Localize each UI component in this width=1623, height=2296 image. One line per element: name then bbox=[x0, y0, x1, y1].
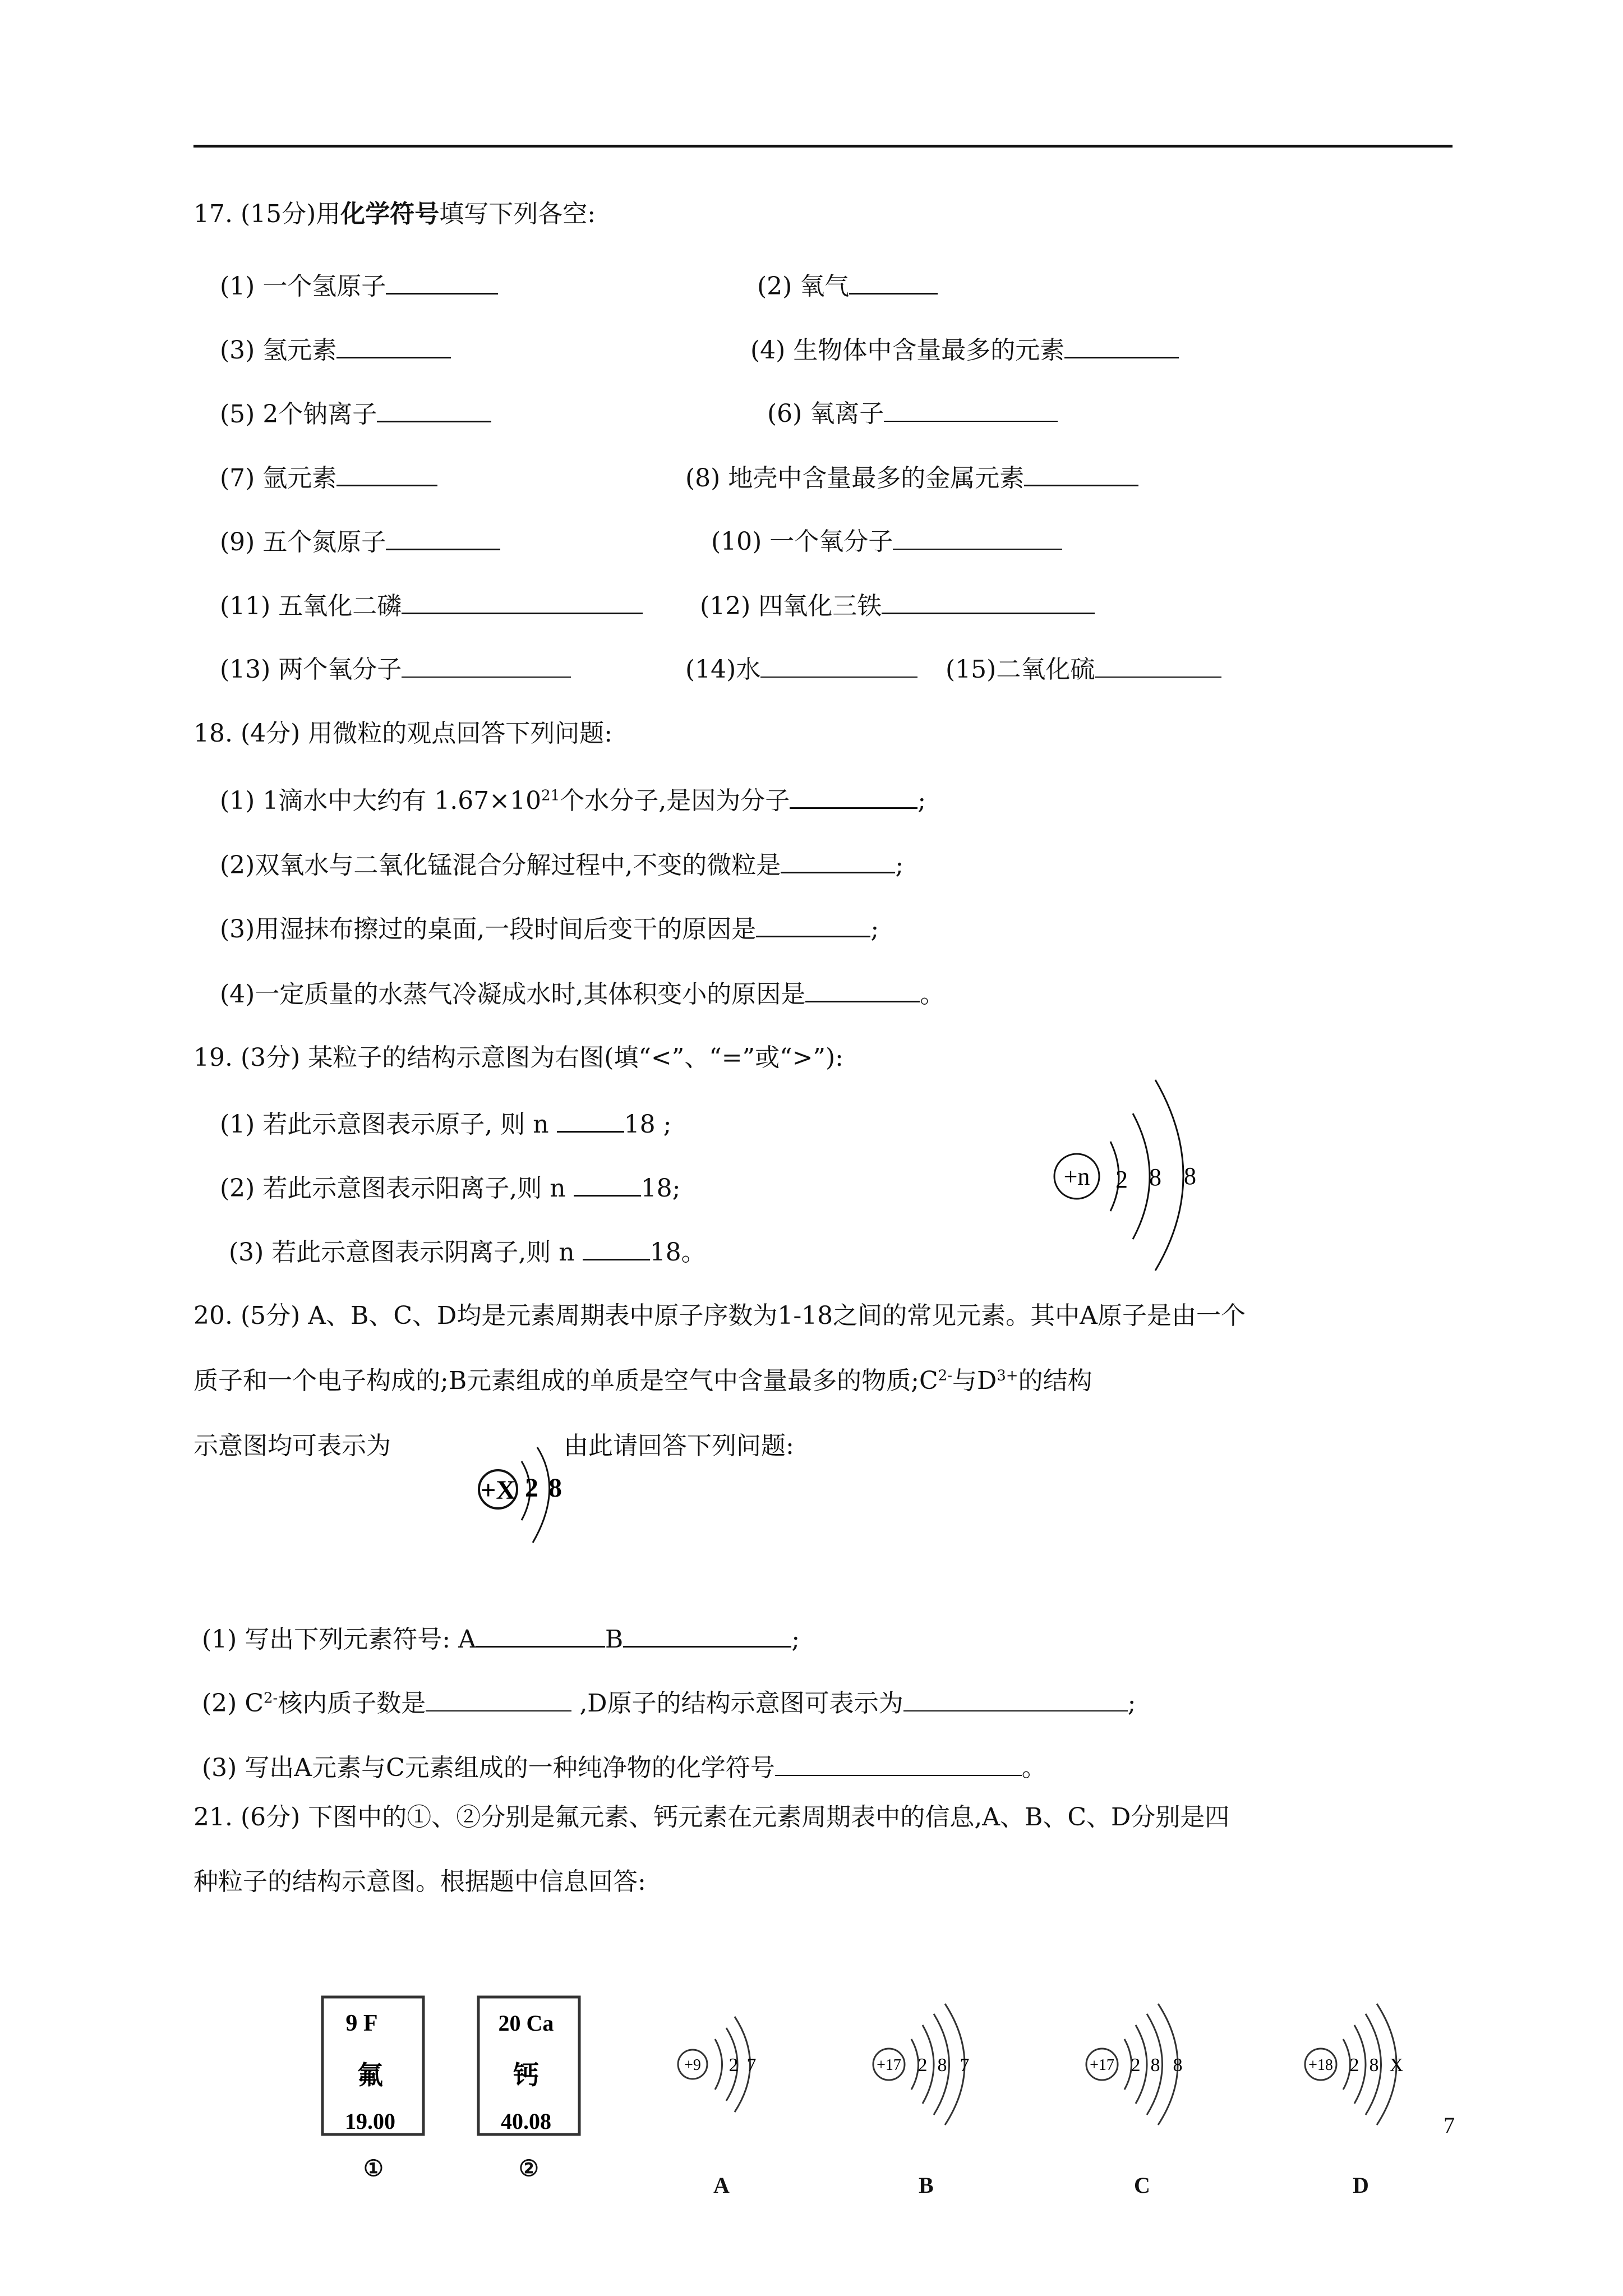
page-number: 7 bbox=[1444, 2113, 1455, 2138]
shell-electrons: 7 bbox=[960, 2055, 970, 2076]
q17-item-7: (7) 氩元素 bbox=[220, 460, 437, 495]
shell-electrons: 8 bbox=[937, 2055, 947, 2076]
shell-electrons: 8 bbox=[1149, 1163, 1161, 1191]
particle-c-label: C bbox=[1134, 2173, 1150, 2198]
q21-line-2: 种粒子的结构示意图。根据题中信息回答: bbox=[193, 1867, 646, 1896]
particle-a-label: A bbox=[713, 2173, 730, 2198]
q19-line-2: (2) 若此示意图表示阳离子,则 n 18; bbox=[220, 1170, 680, 1205]
nucleus-label: +9 bbox=[684, 2056, 701, 2074]
card-mass: 40.08 bbox=[501, 2109, 551, 2134]
particle-b-diagram bbox=[864, 1997, 1015, 2137]
q17-item-9: (9) 五个氮原子 bbox=[220, 524, 500, 559]
q17-item-3: (3) 氢元素 bbox=[220, 332, 451, 367]
shell-electrons: 2 bbox=[525, 1473, 538, 1503]
shell-electrons: 2 bbox=[1115, 1166, 1128, 1193]
q18-line-1: (1) 1滴水中大约有 $1.67\times 10^{21}$个水分子,是因为分子 ; bbox=[220, 783, 926, 818]
shell-electrons: 8 bbox=[1173, 2055, 1183, 2076]
q17-item-14: (14)水 bbox=[685, 652, 917, 687]
q17-item-8: (8) 地壳中含量最多的金属元素 bbox=[685, 460, 1138, 495]
q19-line-3: (3) 若此示意图表示阴离子,则 n 18。 bbox=[229, 1234, 706, 1269]
shell-electrons: X bbox=[1389, 2055, 1404, 2076]
nucleus-label: +17 bbox=[1090, 2056, 1114, 2074]
q17-item-13: (13) 两个氧分子 bbox=[220, 652, 571, 687]
q20-line-3a: 示意图均可表示为 bbox=[193, 1432, 391, 1460]
shell-electrons: 8 bbox=[1184, 1162, 1196, 1190]
q18-line-4: (4)一定质量的水蒸气冷凝成水时,其体积变小的原因是 。 bbox=[220, 976, 944, 1011]
shell-electrons: 2 bbox=[917, 2055, 928, 2076]
nucleus-label: +18 bbox=[1308, 2056, 1333, 2074]
element-card-fluorine bbox=[320, 1994, 432, 2151]
element-card-calcium bbox=[476, 1994, 588, 2151]
header-rule bbox=[193, 145, 1453, 148]
card-label-1: ① bbox=[363, 2156, 384, 2181]
q18-heading: 18. (4分) 用微粒的观点回答下列问题: bbox=[193, 719, 613, 748]
shell-electrons: 2 bbox=[1349, 2055, 1359, 2076]
q19-line-1: (1) 若此示意图表示原子, 则 n 18 ; bbox=[220, 1106, 671, 1142]
q17-item-2: (2) 氧气 bbox=[757, 268, 938, 303]
card-mass: 19.00 bbox=[345, 2109, 395, 2134]
q18-line-3: (3)用湿抹布擦过的桌面,一段时间后变干的原因是 ; bbox=[220, 911, 879, 946]
shell-electrons: 8 bbox=[1150, 2055, 1160, 2076]
q20-line-1: 20. (5分) A、B、C、D均是元素周期表中原子序数为1-18之间的常见元素。其中A原子是由一个 bbox=[193, 1301, 1246, 1330]
particle-d-diagram bbox=[1295, 1997, 1453, 2137]
q17-item-15: (15)二氧化硫 bbox=[946, 652, 1221, 687]
card-name: 氟 bbox=[357, 2061, 383, 2090]
shell-electrons: 7 bbox=[746, 2055, 757, 2076]
particle-b-label: B bbox=[919, 2173, 934, 2198]
q18-line-2: (2)双氧水与二氧化锰混合分解过程中,不变的微粒是 ; bbox=[220, 847, 903, 882]
shell-electrons: 8 bbox=[1369, 2055, 1379, 2076]
q17-item-1: (1) 一个氢原子 bbox=[220, 268, 498, 303]
nucleus-label: +n bbox=[1063, 1163, 1090, 1190]
q17-item-12: (12) 四氧化三铁 bbox=[700, 588, 1095, 623]
q17-item-4: (4) 生物体中含量最多的元素 bbox=[750, 332, 1179, 367]
shell-electrons: 2 bbox=[728, 2055, 739, 2076]
particle-d-label: D bbox=[1353, 2173, 1369, 2198]
q17-item-6: (6) 氧离子 bbox=[767, 396, 1058, 431]
q20-line-2: 质子和一个电子构成的;B元素组成的单质是空气中含量最多的物质$;C^{2-}$与$D^{3+}$的结构 bbox=[193, 1366, 1092, 1395]
card-symbol: 20 Ca bbox=[498, 2010, 554, 2036]
card-name: 钙 bbox=[513, 2061, 539, 2090]
card-label-2: ② bbox=[519, 2156, 539, 2181]
q17-item-10: (10) 一个氧分子 bbox=[711, 524, 1062, 559]
q20-sub-1: (1) 写出下列元素符号: A B ; bbox=[202, 1621, 800, 1657]
q17-item-11: (11) 五氧化二磷 bbox=[220, 588, 643, 623]
shell-electrons: 8 bbox=[548, 1473, 562, 1503]
nucleus-label: +X bbox=[480, 1475, 516, 1505]
q20-structure-diagram bbox=[465, 1430, 594, 1559]
shell-arc bbox=[715, 2039, 722, 2090]
q20-sub-3: (3) 写出A元素与C元素组成的一种纯净物的化学符号 。 bbox=[202, 1750, 1046, 1785]
q20-line-3b: 由此请回答下列问题: bbox=[564, 1432, 794, 1460]
particle-a-diagram bbox=[667, 1997, 802, 2137]
shell-electrons: 2 bbox=[1131, 2055, 1141, 2076]
particle-c-diagram bbox=[1077, 1997, 1228, 2137]
shell-arc bbox=[1133, 1114, 1150, 1239]
q21-line-1: 21. (6分) 下图中的①、②分别是氟元素、钙元素在元素周期表中的信息,A、B、C、D分别是四 bbox=[193, 1803, 1230, 1832]
q17-item-5: (5) 2个钠离子 bbox=[220, 396, 491, 431]
card-symbol: 9 F bbox=[345, 2010, 378, 2036]
q19-structure-diagram bbox=[1043, 1069, 1245, 1276]
q19-heading: 19. (3分) 某粒子的结构示意图为右图(填“<”、“=”或“>”): bbox=[193, 1043, 843, 1072]
q17-heading: 17. (15分)用化学符号填写下列各空: bbox=[193, 200, 596, 228]
nucleus-label: +17 bbox=[877, 2056, 901, 2074]
q20-sub-2: (2) $C^{2-}$核内质子数是 ,D原子的结构示意图可表示为 ; bbox=[202, 1686, 1136, 1720]
